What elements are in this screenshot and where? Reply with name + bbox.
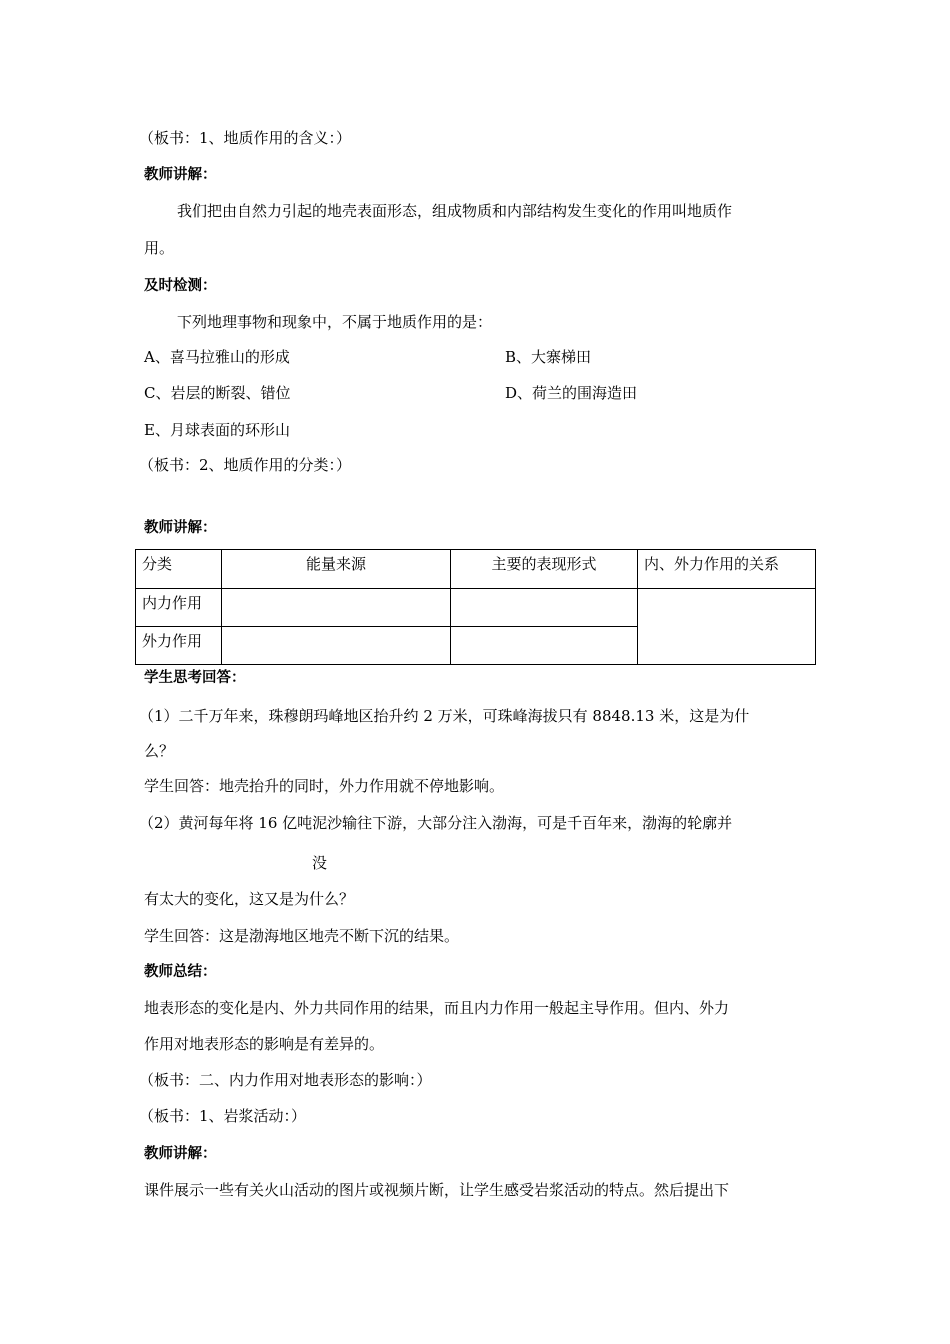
heading-teacher-explain-3: 教师讲解： — [144, 1146, 217, 1162]
question-2-fragment: 没 — [312, 854, 328, 872]
line-board-1: （板书：1、地质作用的含义：） — [139, 129, 352, 147]
question-text: 下列地理事物和现象中，不属于地质作用的是： — [177, 313, 493, 331]
option-c: C、岩层的断裂、错位 — [144, 384, 291, 402]
question-2-cont: 有太大的变化，这又是为什么？ — [144, 890, 355, 908]
heading-student-think: 学生思考回答： — [144, 670, 246, 686]
option-b: B、大寨梯田 — [505, 348, 592, 366]
table-row-internal: 内力作用 — [136, 589, 222, 627]
table-row-external: 外力作用 — [136, 627, 222, 665]
table-header-relation: 内、外力作用的关系 — [638, 550, 816, 589]
line-board-4: （板书：1、岩浆活动：） — [139, 1107, 307, 1125]
paragraph-definition-cont: 用。 — [144, 239, 175, 257]
line-board-3: （板书：二、内力作用对地表形态的影响：） — [139, 1071, 432, 1089]
table-cell-relation — [638, 589, 816, 665]
table-header-energy: 能量来源 — [222, 550, 451, 589]
heading-teacher-explain: 教师讲解： — [144, 167, 217, 183]
option-d: D、荷兰的围海造田 — [505, 384, 638, 402]
heading-quick-check: 及时检测： — [144, 278, 217, 294]
heading-teacher-explain-2: 教师讲解： — [144, 520, 217, 536]
question-2: （2）黄河每年将 16 亿吨泥沙输往下游，大部分注入渤海，可是千百年来，渤海的轮廓并 — [139, 814, 733, 832]
table-header-forms: 主要的表现形式 — [451, 550, 638, 589]
summary-text: 地表形态的变化是内、外力共同作用的结果，而且内力作用一般起主导作用。但内、外力 — [144, 999, 730, 1017]
option-e: E、月球表面的环形山 — [144, 421, 290, 439]
option-row-cd — [144, 383, 744, 403]
option-row-ab — [144, 347, 744, 367]
question-1: （1）二千万年来，珠穆朗玛峰地区抬升约 2 万米，可珠峰海拔只有 8848.13 米，这是为什 — [139, 707, 750, 725]
question-1-cont: 么？ — [144, 742, 175, 760]
table-cell — [451, 589, 638, 627]
table-cell — [222, 627, 451, 665]
answer-2: 学生回答：这是渤海地区地壳不断下沉的结果。 — [144, 927, 460, 945]
option-a: A、喜马拉雅山的形成 — [144, 348, 290, 366]
line-board-2: （板书：2、地质作用的分类：） — [139, 456, 352, 474]
paragraph-courseware: 课件展示一些有关火山活动的图片或视频片断，让学生感受岩浆活动的特点。然后提出下 — [144, 1181, 730, 1199]
table-cell — [222, 589, 451, 627]
table-header-category: 分类 — [136, 550, 222, 589]
classification-table — [135, 549, 816, 665]
answer-1: 学生回答：地壳抬升的同时，外力作用就不停地影响。 — [144, 777, 505, 795]
paragraph-definition: 我们把由自然力引起的地壳表面形态，组成物质和内部结构发生变化的作用叫地质作 — [177, 202, 733, 220]
table-cell — [451, 627, 638, 665]
heading-teacher-summary: 教师总结： — [144, 964, 217, 980]
summary-text-cont: 作用对地表形态的影响是有差异的。 — [144, 1035, 385, 1053]
